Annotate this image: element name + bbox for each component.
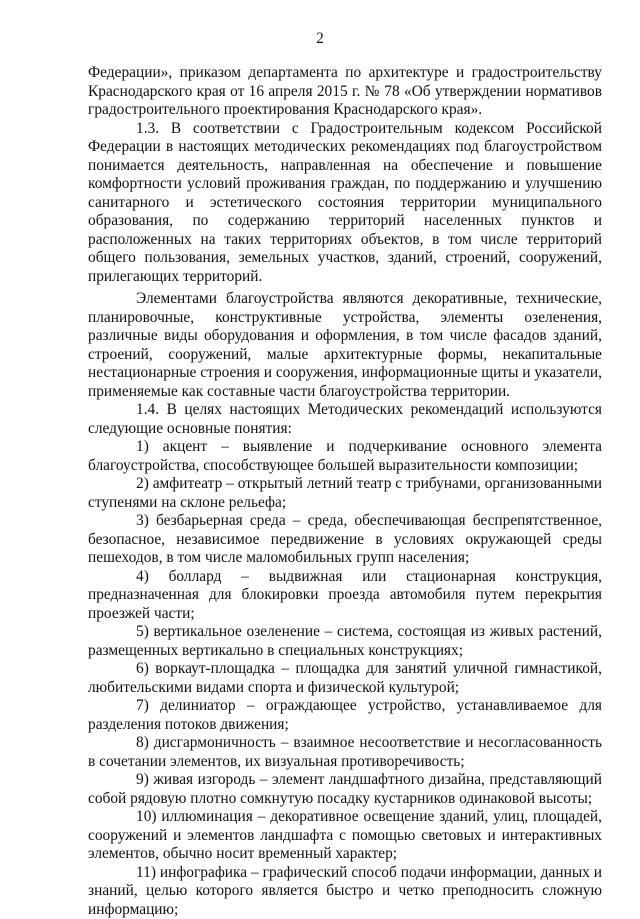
definition-item-11: 11) инфографика – графический способ подачи информации, данных и знаний, целью которого является быстро и четко преподносить сложную информацию; — [88, 864, 602, 919]
paragraph-elements: Элементами благоустройства являются декоративные, технические, планировочные, конструктивные устройства, элементы озеленения, различные виды оборудования и оформления, в том числе фасадов зданий, строений, сооружений, малые архитектурные формы, некапитальные нестационарные строения и сооружения, информационные щиты и указатели, применяемые как составные части благоустройства территории. — [88, 290, 602, 401]
document-body — [88, 64, 602, 919]
definition-item-6: 6) воркаут-площадка – площадка для занятий уличной гимнастикой, любительскими видами спорта и физической культурой; — [88, 660, 602, 697]
paragraph-1-4: 1.4. В целях настоящих Методических рекомендаций используются следующие основные понятия: — [88, 401, 602, 438]
paragraph-continuation: Федерации», приказом департамента по архитектуре и градостроительству Краснодарского края от 16 апреля 2015 г. № 78 «Об утверждении нормативов градостроительного проектирования Краснодарского края». — [88, 64, 602, 120]
definition-item-5: 5) вертикальное озеленение – система, состоящая из живых растений, размещенных вертикально в специальных конструкциях; — [88, 623, 602, 660]
definition-item-8: 8) дисгармоничность – взаимное несоответствие и несогласованность в сочетании элементов, их визуальная противоречивость; — [88, 734, 602, 771]
definition-item-9: 9) живая изгородь – элемент ландшафтного дизайна, представляющий собой рядовую плотно сомкнутую посадку кустарников одинаковой высоты; — [88, 771, 602, 808]
definition-item-4: 4) боллард – выдвижная или стационарная конструкция, предназначенная для блокировки проезда автомобиля путем перекрытия проезжей части; — [88, 568, 602, 624]
definition-item-7: 7) делиниатор – ограждающее устройство, устанавливаемое для разделения потоков движения; — [88, 697, 602, 734]
definition-item-1: 1) акцент – выявление и подчеркивание основного элемента благоустройства, способствующее большей выразительности композиции; — [88, 438, 602, 475]
page-number: 2 — [0, 30, 640, 49]
paragraph-1-3: 1.3. В соответствии с Градостроительным кодексом Российской Федерации в настоящих методических рекомендациях под благоустройством понимается деятельность, направленная на обеспечение и повышение комфортности условий проживания граждан, по поддержанию и улучшению санитарного и эстетического состояния территории муниципального образования, по содержанию территорий населенных пунктов и расположенных на таких территориях объектов, в том числе территорий общего пользования, земельных участков, зданий, строений, сооружений, прилегающих территорий. — [88, 120, 602, 287]
definition-item-10: 10) иллюминация – декоративное освещение зданий, улиц, площадей, сооружений и элементов ландшафта с помощью световых и интерактивных элементов, обычно носит временный характер; — [88, 808, 602, 864]
definition-item-3: 3) безбарьерная среда – среда, обеспечивающая беспрепятственное, безопасное, независимое передвижение в условиях окружающей среды пешеходов, в том числе маломобильных групп населения; — [88, 512, 602, 568]
definition-item-2: 2) амфитеатр – открытый летний театр с трибунами, организованными ступенями на склоне рельефа; — [88, 475, 602, 512]
